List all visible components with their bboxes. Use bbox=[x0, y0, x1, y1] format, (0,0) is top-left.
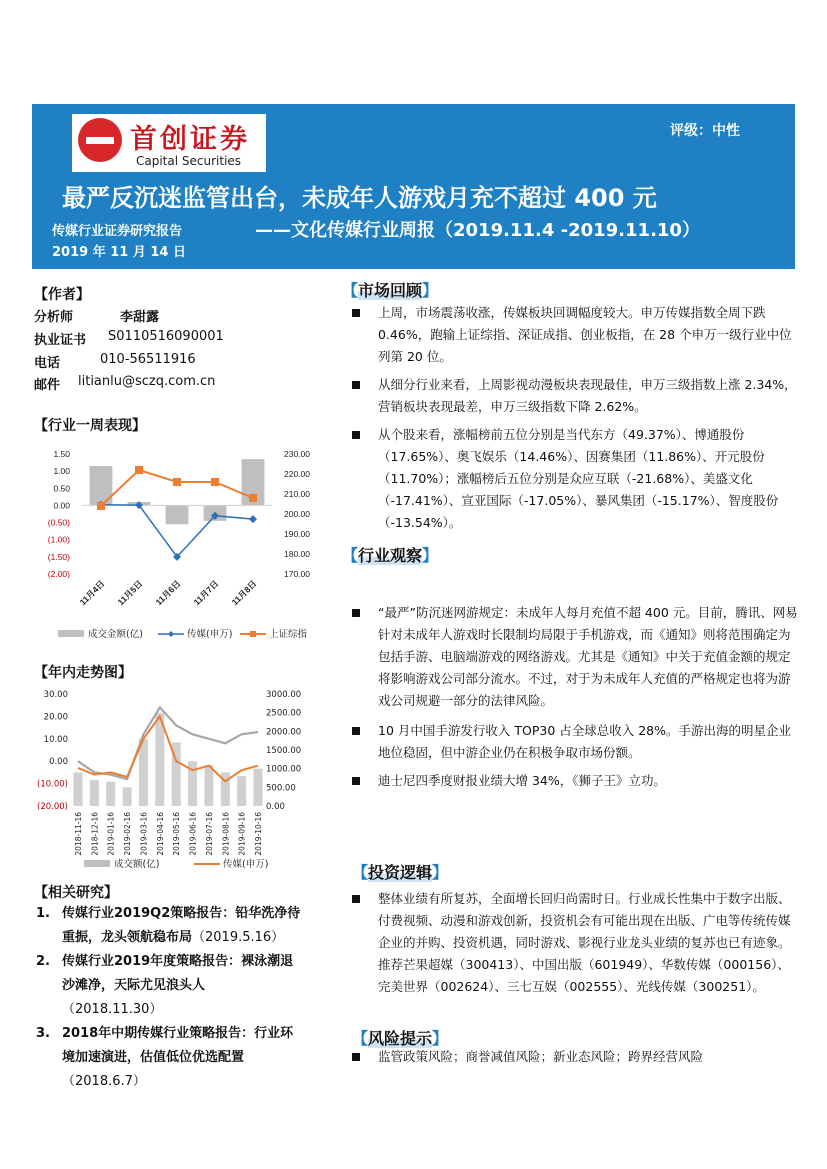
weekly-bar bbox=[166, 505, 189, 524]
author-value: litianlu@sczq.com.cn bbox=[78, 374, 216, 389]
yearly-bar bbox=[74, 772, 83, 806]
legend-label: 传媒(申万) bbox=[187, 629, 233, 640]
yearly-left-tick: 20.00 bbox=[43, 712, 68, 723]
report-subtitle: ——文化传媒行业周报（2019.11.4 -2019.11.10） bbox=[255, 220, 700, 241]
author-row-email bbox=[34, 374, 216, 393]
yearly-x-label: 2019-04-16 bbox=[155, 812, 165, 856]
weekly-x-label: 11月6日 bbox=[153, 578, 183, 608]
author-row-analyst bbox=[34, 306, 160, 325]
weekly-right-tick: 230.00 bbox=[284, 449, 310, 459]
weekly-right-tick: 210.00 bbox=[284, 489, 310, 499]
observe-bullets bbox=[330, 602, 800, 792]
legend-label: 上证综指 bbox=[269, 629, 308, 640]
company-logo bbox=[72, 114, 266, 172]
yearly-trend-chart bbox=[34, 686, 334, 872]
market-bullet: 上周，市场震荡收涨，传媒板块回调幅度较大。申万传媒指数全周下跌 0.46%，跑输上证综指、深证成指、创业板指，在 28 个申万一级行业中位列第 20 位。 bbox=[330, 302, 800, 368]
report-title: 最严反沉迷监管出台，未成年人游戏月充不超过 400 元 bbox=[62, 184, 657, 212]
weekly-x-label: 11月5日 bbox=[115, 578, 145, 608]
weekly-left-tick: 0.50 bbox=[53, 483, 70, 494]
yearly-bar bbox=[204, 765, 213, 806]
yearly-left-tick: 0.00 bbox=[49, 757, 68, 768]
observe-heading: 【行业观察】 bbox=[342, 546, 439, 565]
research-item[interactable]: 2. 传媒行业2019年度策略报告：裸泳潮退 沙滩净，天际尤见浪头人 （2018.11.30） bbox=[36, 954, 294, 1017]
yearly-right-tick: 1500.00 bbox=[266, 746, 302, 756]
observe-bullet: 10 月中国手游发行收入 TOP30 占全球总收入 28%。手游出海的明星企业地位稳固，但中游企业仍在积极争取市场份额。 bbox=[330, 720, 800, 764]
author-value: 李甜露 bbox=[120, 310, 160, 325]
legend-swatch-bar bbox=[84, 860, 110, 867]
weekly-x-label: 11月4日 bbox=[77, 578, 107, 608]
weekly-point-index bbox=[211, 478, 219, 486]
author-label: 电话 bbox=[34, 356, 61, 371]
author-label: 分析师 bbox=[34, 310, 74, 325]
yearly-x-label: 2018-11-16 bbox=[74, 812, 83, 856]
yearly-x-label: 2019-09-16 bbox=[237, 812, 247, 856]
yearly-right-tick: 2000.00 bbox=[266, 727, 302, 738]
yearly-right-tick: 3000.00 bbox=[266, 690, 302, 700]
author-heading: 【作者】 bbox=[34, 287, 90, 303]
weekly-point-index bbox=[249, 494, 257, 502]
yearly-left-tick: (10.00) bbox=[37, 779, 68, 790]
legend-label: 成交额(亿) bbox=[114, 859, 160, 870]
research-heading: 【相关研究】 bbox=[34, 885, 118, 901]
author-row-phone bbox=[34, 352, 196, 371]
risk-bullets bbox=[330, 1046, 800, 1068]
weekly-point-index bbox=[97, 502, 105, 510]
yearly-left-tick: 30.00 bbox=[43, 690, 68, 700]
risk-bullet: 监管政策风险；商誉减值风险；新业态风险；跨界经营风险 bbox=[330, 1046, 800, 1068]
market-heading: 【市场回顾】 bbox=[342, 281, 439, 300]
weekly-left-tick: (0.50) bbox=[47, 517, 70, 528]
author-label: 邮件 bbox=[34, 378, 61, 393]
yearly-right-tick: 0.00 bbox=[266, 802, 285, 812]
yearly-heading: 【年内走势图】 bbox=[34, 665, 132, 681]
weekly-right-tick: 180.00 bbox=[284, 549, 310, 559]
report-type: 传媒行业证券研究报告 bbox=[52, 224, 183, 239]
yearly-x-label: 2018-12-16 bbox=[90, 812, 100, 856]
observe-bullet: “最严”防沉迷网游规定：未成年人每月充值不超 400 元。目前，腾讯、网易针对未成年人游戏时长限制均局限于手机游戏，而《通知》则将范围确定为包括手游、电脑端游戏的网络游戏。尤其是《通知》中关于充值金额的规定将影响游戏公司部分流水。不过，对于为未成年人充值的严格规定也将为游戏公司规避一部分的法律风险。 bbox=[330, 602, 800, 712]
yearly-x-label: 2019-05-16 bbox=[172, 812, 182, 856]
weekly-x-label: 11月8日 bbox=[229, 578, 259, 608]
legend-marker bbox=[250, 631, 256, 637]
weekly-left-tick: (2.00) bbox=[47, 569, 70, 579]
yearly-x-label: 2019-10-16 bbox=[254, 812, 263, 856]
weekly-right-tick: 200.00 bbox=[284, 509, 310, 519]
legend-label: 成交金额(亿) bbox=[88, 629, 143, 640]
yearly-right-tick: 1000.00 bbox=[266, 764, 302, 775]
market-bullet: 从个股来看，涨幅榜前五位分别是当代东方（49.37%）、博通股份（17.65%）、奥飞娱乐（14.46%）、因赛集团（11.86%）、开元股份（11.70%）；涨幅榜后五位分别是众应互联（-21.68%）、美盛文化（-17.41%）、宣亚国际（-17.05%）、暴风集团（-15.17%）、智度股份（-13.54%）。 bbox=[330, 424, 800, 534]
weekly-left-tick: 1.50 bbox=[53, 449, 70, 459]
weekly-right-tick: 170.00 bbox=[284, 569, 310, 579]
yearly-bar bbox=[139, 739, 148, 806]
yearly-right-tick: 2500.00 bbox=[266, 708, 302, 719]
author-row-license bbox=[34, 329, 224, 348]
report-date: 2019 年 11 月 14 日 bbox=[52, 245, 186, 260]
invest-bullets bbox=[330, 888, 800, 998]
yearly-line-benchmark bbox=[78, 707, 258, 779]
weekly-right-tick: 220.00 bbox=[284, 469, 310, 479]
author-label: 执业证书 bbox=[34, 333, 87, 348]
weekly-left-tick: 1.00 bbox=[53, 466, 70, 477]
weekly-point-index bbox=[173, 478, 181, 486]
market-bullets bbox=[330, 302, 800, 534]
yearly-bar bbox=[106, 782, 115, 806]
research-list bbox=[36, 902, 336, 1094]
yearly-line-media bbox=[78, 716, 258, 781]
logo-mark-icon bbox=[78, 118, 122, 162]
yearly-bar bbox=[254, 769, 263, 806]
rating-label: 评级：中性 bbox=[670, 123, 740, 139]
yearly-bar bbox=[237, 776, 246, 806]
weekly-left-tick: 0.00 bbox=[53, 500, 70, 511]
yearly-left-tick: (20.00) bbox=[37, 802, 68, 812]
weekly-line-index bbox=[101, 470, 253, 506]
invest-bullet: 整体业绩有所复苏，全面增长回归尚需时日。行业成长性集中于数字出版、付费视频、动漫和游戏创新，投资机会有可能出现在出版、广电等传统传媒企业的并购、投资机遇，同时游戏、影视行业龙头业绩的复苏也已有迹象。推荐芒果超媒（300413）、中国出版（601949）、华数传媒（000156）、完美世界（002624）、三七互娱（002555）、光线传媒（300251）。 bbox=[330, 888, 800, 998]
weekly-right-tick: 190.00 bbox=[284, 529, 310, 539]
market-bullet: 从细分行业来看，上周影视动漫板块表现最佳，申万三级指数上涨 2.34%，营销板块表现最差，申万三级指数下降 2.62%。 bbox=[330, 374, 800, 418]
weekly-performance-chart bbox=[34, 440, 334, 650]
yearly-x-label: 2019-02-16 bbox=[123, 812, 133, 856]
weekly-point-index bbox=[135, 466, 143, 474]
legend-marker bbox=[168, 631, 174, 637]
logo-en-text: Capital Securities bbox=[136, 154, 242, 168]
yearly-x-label: 2019-07-16 bbox=[204, 812, 214, 856]
yearly-bar bbox=[90, 780, 99, 806]
legend-label: 传媒(申万) bbox=[223, 859, 269, 870]
research-item[interactable]: 1. 传媒行业2019Q2策略报告：铅华洗净待 重振，龙头领航稳布局（2019.5.16） bbox=[36, 906, 301, 945]
yearly-x-label: 2019-03-16 bbox=[139, 812, 149, 856]
observe-bullet: 迪士尼四季度财报业绩大增 34%，《狮子王》立功。 bbox=[330, 770, 800, 792]
legend-swatch-bar bbox=[58, 630, 84, 637]
risk-heading: 【风险提示】 bbox=[352, 1029, 449, 1048]
weekly-heading: 【行业一周表现】 bbox=[34, 418, 146, 434]
research-item[interactable]: 3. 2018年中期传媒行业策略报告：行业环 境加速演进，估值低位优选配置 （2018.6.7） bbox=[36, 1026, 294, 1089]
weekly-x-label: 11月7日 bbox=[191, 578, 221, 608]
author-value: S0110516090001 bbox=[108, 329, 224, 344]
logo-cn-text: 首创证券 bbox=[130, 124, 250, 155]
weekly-left-tick: (1.00) bbox=[47, 534, 70, 545]
author-value: 010-56511916 bbox=[100, 352, 196, 367]
weekly-point-media bbox=[249, 515, 257, 523]
weekly-left-tick: (1.50) bbox=[47, 551, 70, 562]
yearly-x-label: 2019-06-16 bbox=[188, 812, 198, 856]
yearly-bar bbox=[123, 787, 132, 806]
yearly-x-label: 2019-01-16 bbox=[106, 812, 116, 856]
yearly-x-label: 2019-08-16 bbox=[221, 812, 231, 856]
yearly-left-tick: 10.00 bbox=[43, 734, 68, 745]
invest-heading: 【投资逻辑】 bbox=[352, 863, 449, 882]
yearly-right-tick: 500.00 bbox=[266, 783, 296, 794]
